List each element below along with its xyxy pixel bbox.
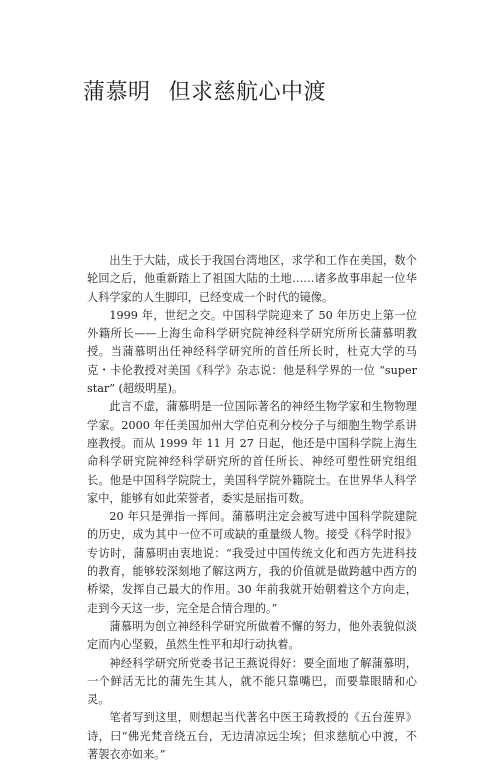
paragraph-3: 此言不虚，蒲慕明是一位国际著名的神经生物学家和生物物理学家。2000 年任美国加州大学伯克利分校分子与细胞生物学系讲座教授。而从 1999 年 11 月 27 日起，他还是中国科学院上海生命科学研究院神经科学研究所的首任所长、神经可塑性研究组组长。他是中国科学院院士，美国科学院外籍院士。在世界华人科学家中，能够有如此荣誉者，委实是屈指可数。 [87,400,417,505]
body-text [87,252,417,764]
chapter-title-name: 蒲慕明 [83,80,151,105]
paragraph-2: 1999 年，世纪之交。中国科学院迎来了 50 年历史上第一位外籍所长——上海生命科学研究院神经科学研究所所长蒲慕明教授。当蒲慕明出任神经科学研究所的首任所长时，杜克大学的马克・卡伦教授对美国《科学》杂志说：他是科学界的一位 “super star” (超级明星)。 [87,308,417,396]
paragraph-4: 20 年只是弹指一挥间。蒲慕明注定会被写进中国科学院建院的历史，成为其中一位不可或缺的重量级人物。接受《科学时报》专访时，蒲慕明由衷地说：“我受过中国传统文化和西方先进科技的教育，能够较深刻地了解这两方，我的价值就是做跨越中西方的桥梁，发挥自己最大的作用。30 年前我就开始朝着这个方向走，走到今天这一步，完全是合情合理的。” [87,510,417,615]
paragraph-1: 出生于大陆，成长于我国台湾地区，求学和工作在美国，数个轮回之后，他重新踏上了祖国大陆的土地……诸多故事串起一位华人科学家的人生脚印，已经变成一个时代的镜像。 [87,254,417,304]
chapter-title [83,75,326,106]
paragraph-7: 笔者写到这里，则想起当代著名中医王琦教授的《五台莲界》诗，曰“佛光梵音绕五台，无边清凉远尘埃；但求慈航心中渡，不著袈衣亦如来。” [87,711,417,762]
paragraph-5: 蒲慕明为创立神经科学研究所做着不懈的努力，他外表貌似淡定而内心坚毅，虽然生性平和却行动执着。 [87,619,417,652]
chapter-title-subtitle: 但求慈航心中渡 [168,80,327,105]
paragraph-6: 神经科学研究所党委书记王燕说得好：要全面地了解蒲慕明，一个鲜活无比的蒲先生其人，就不能只靠嘴巴，而要靠眼睛和心灵。 [87,656,417,707]
